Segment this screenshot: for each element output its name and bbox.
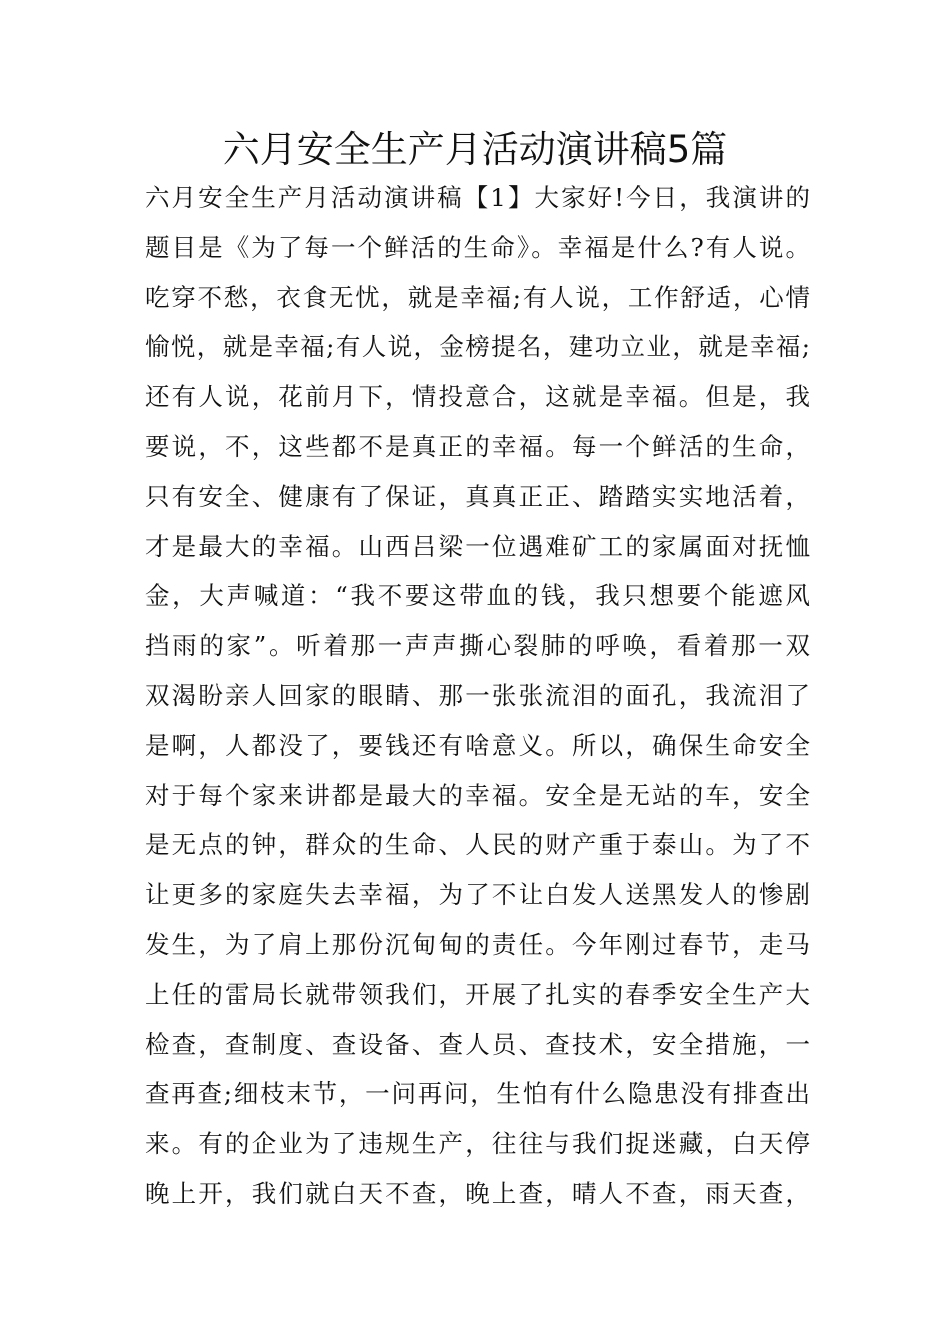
body-line: 晚上开，我们就白天不查，晚上查，晴人不查，雨天查， [145,1178,810,1208]
body-line: 是无点的钟，群众的生命、人民的财产重于泰山。为了不 [145,830,810,860]
body-line: 查再查;细枝末节，一问再问，生怕有什么隐患没有排查出 [145,1079,810,1109]
body-line: 愉悦，就是幸福;有人说，金榜提名，建功立业，就是幸福; [145,332,810,362]
document-body [145,173,810,1219]
body-line: 才是最大的幸福。山西吕梁一位遇难矿工的家属面对抚恤 [145,531,810,561]
body-line: 挡雨的家”。听着那一声声撕心裂肺的呼唤，看着那一双 [145,631,810,661]
body-line: 检查，查制度、查设备、查人员、查技术，安全措施，一 [145,1029,810,1059]
body-line: 六月安全生产月活动演讲稿【1】大家好!今日，我演讲的 [145,183,810,212]
body-line: 要说，不，这些都不是真正的幸福。每一个鲜活的生命， [145,431,810,461]
body-line: 还有人说，花前月下，情投意合，这就是幸福。但是，我 [145,382,810,412]
body-line: 发生，为了肩上那份沉甸甸的责任。今年刚过春节，走马 [145,929,810,959]
body-line: 双渴盼亲人回家的眼睛、那一张张流泪的面孔，我流泪了 [145,680,810,710]
body-line: 吃穿不愁，衣食无忧，就是幸福;有人说，工作舒适，心情 [145,282,810,312]
body-line: 上任的雷局长就带领我们，开展了扎实的春季安全生产大 [145,979,810,1009]
body-line: 只有安全、健康有了保证，真真正正、踏踏实实地活着， [145,481,810,511]
body-line: 题目是《为了每一个鲜活的生命》。幸福是什么?有人说。 [145,232,810,262]
body-line: 来。有的企业为了违规生产，往往与我们捉迷藏，白天停 [145,1129,810,1159]
body-line: 金，大声喊道：“我不要这带血的钱，我只想要个能遮风 [145,581,810,611]
document-title: 六月安全生产月活动演讲稿5篇 [222,128,728,171]
body-line: 让更多的家庭失去幸福，为了不让白发人送黑发人的惨剧 [145,880,810,910]
body-line: 对于每个家来讲都是最大的幸福。安全是无站的车，安全 [145,780,810,810]
body-line: 是啊，人都没了，要钱还有啥意义。所以，确保生命安全 [145,730,810,760]
